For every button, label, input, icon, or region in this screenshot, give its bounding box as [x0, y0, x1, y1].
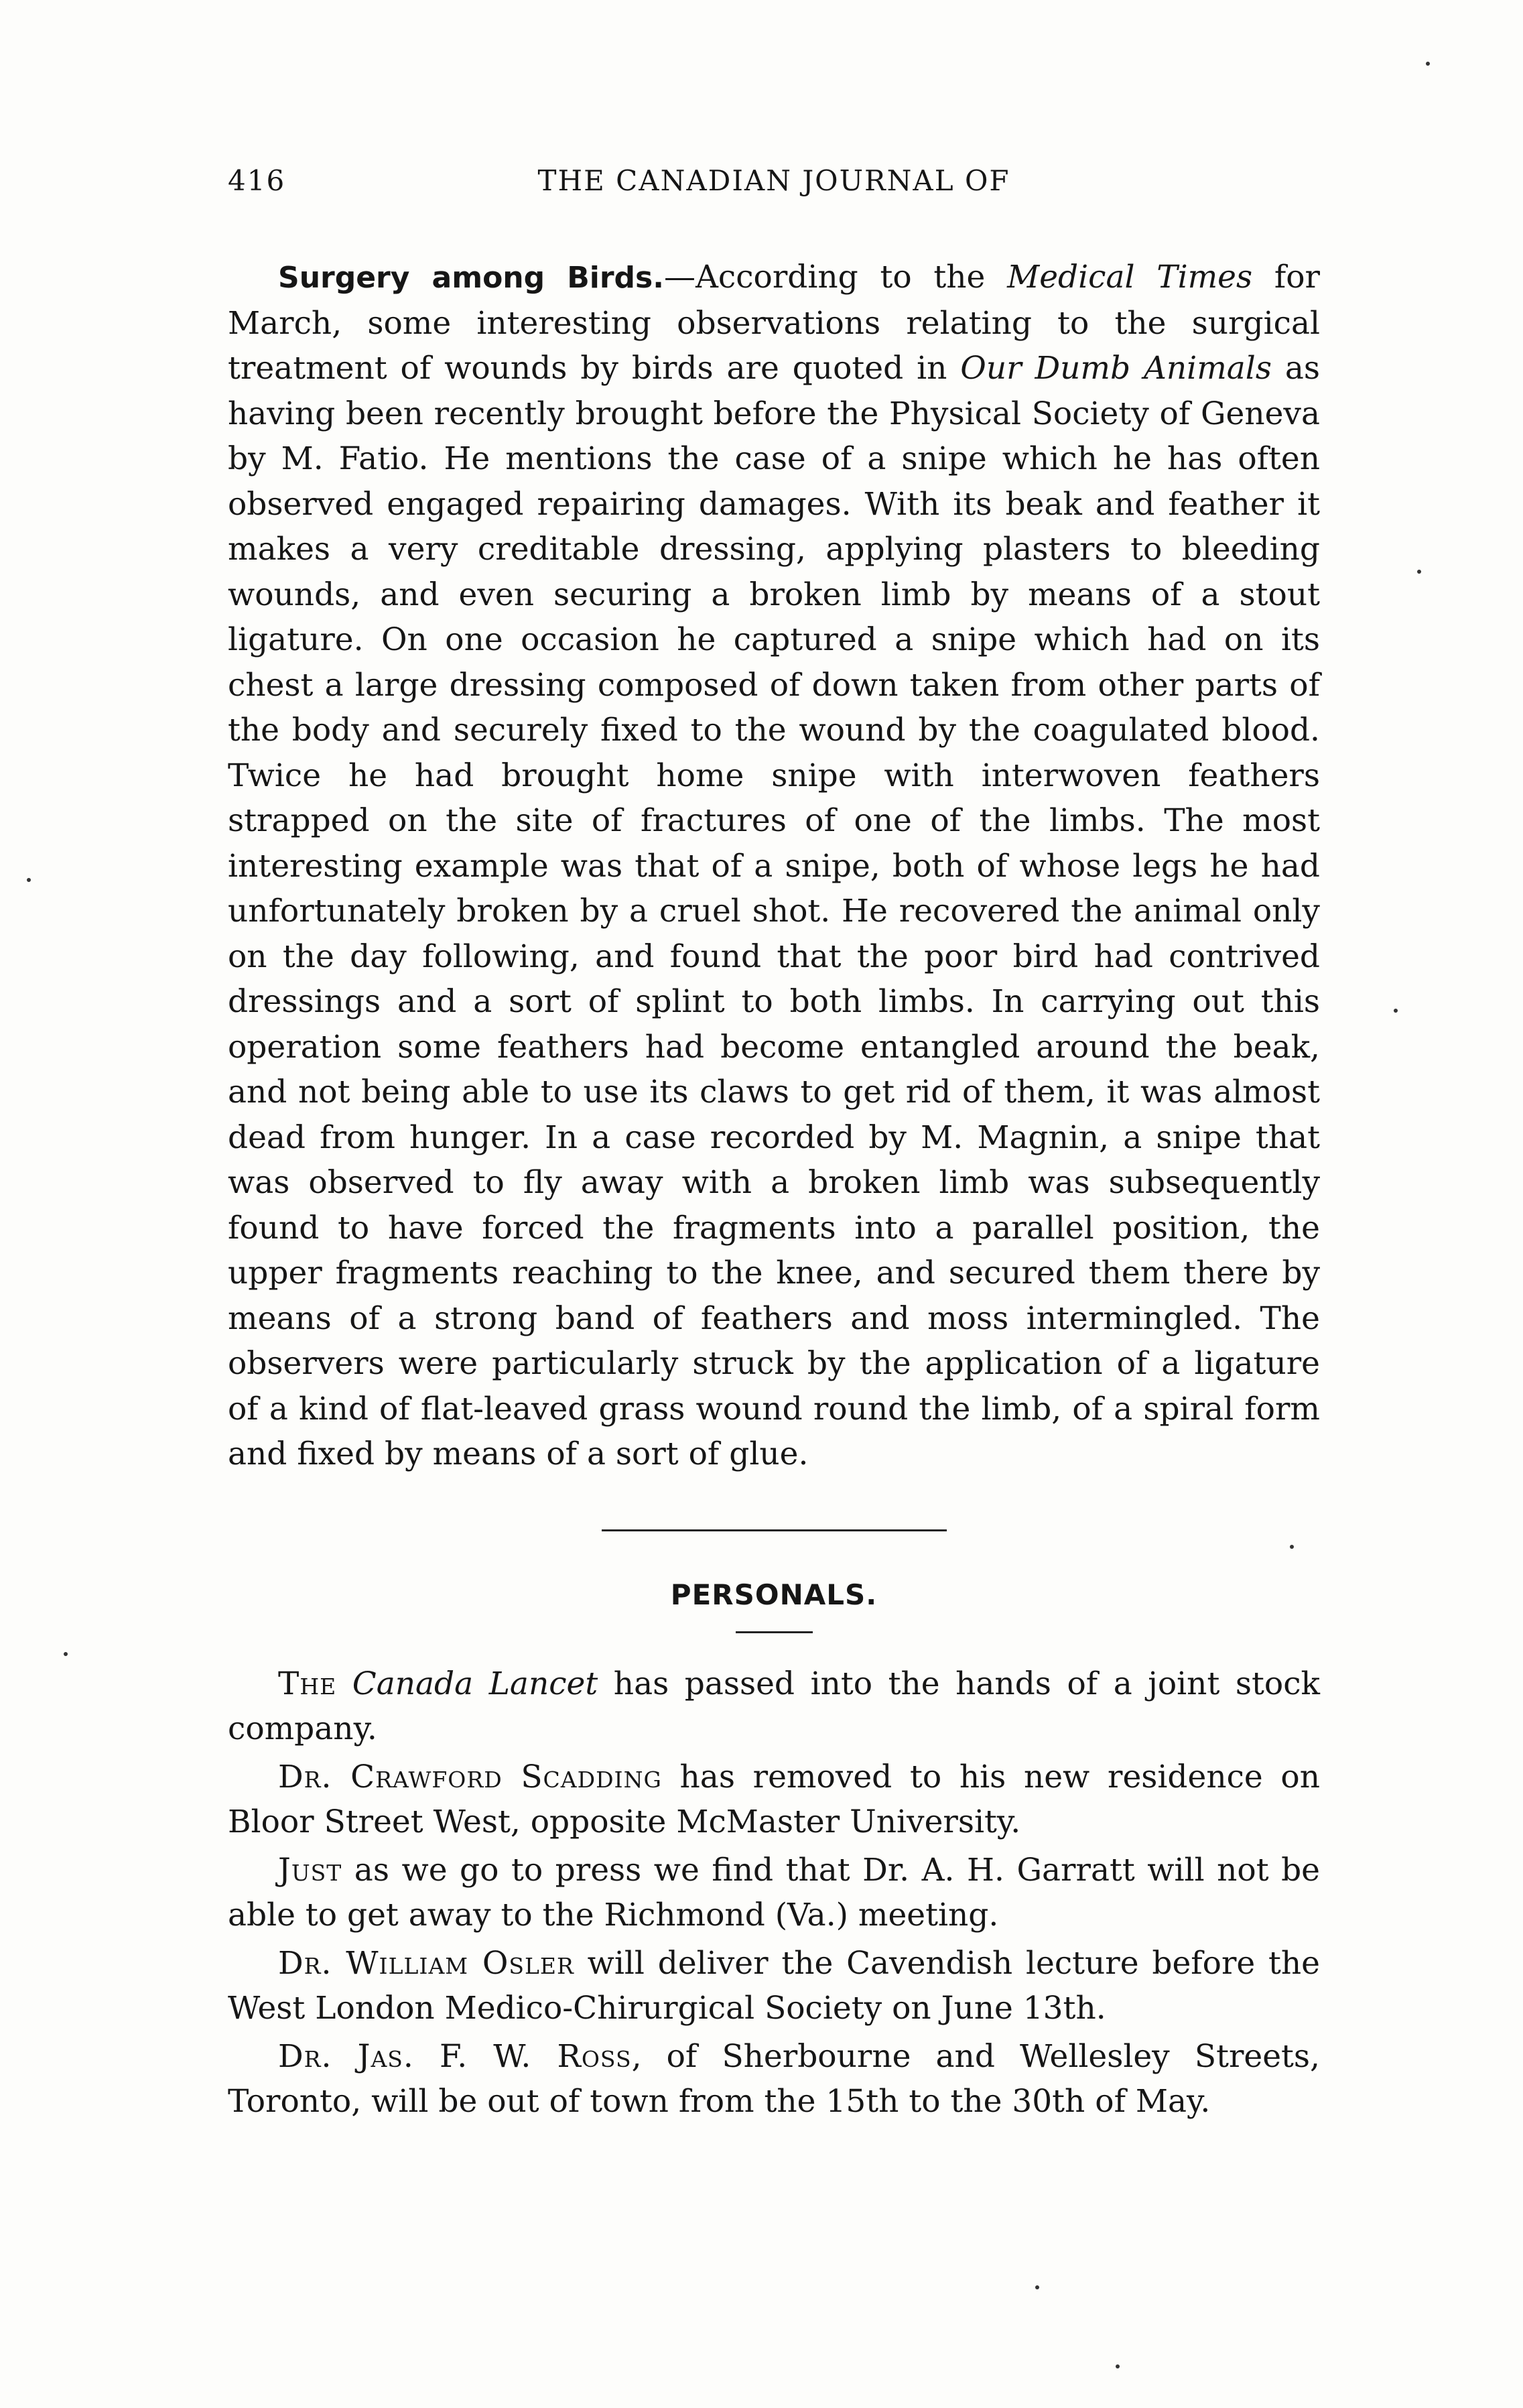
personal-text: will deliver the Cavendish lecture before the West London Medico-Chirurgical Society on June 13th.	[228, 1944, 1320, 2027]
personal-item	[228, 1848, 1320, 1938]
personals-list	[228, 1661, 1320, 2125]
article-title: Surgery among Birds.	[278, 261, 664, 295]
article-text: for March, some interesting observations relating to the surgical treatment of wounds by birds are quoted in	[228, 259, 1320, 387]
personal-text: , of Sherbourne and Wellesley Streets, Toronto, will be out of town from the 15th to the 30th of May.	[228, 2037, 1320, 2120]
article-paragraph	[228, 255, 1320, 1477]
scan-speck	[27, 878, 31, 882]
section-heading: PERSONALS.	[670, 1578, 878, 1611]
personal-text: as we go to press we find that Dr. A. H. Garratt will not be able to get away to the Richmond (Va.) meeting.	[228, 1851, 1320, 1934]
scan-speck	[64, 1652, 68, 1656]
running-header	[228, 164, 1320, 204]
document-page	[228, 164, 1320, 2127]
personal-lead: Dr. Crawford Scadding	[278, 1758, 662, 1795]
scan-speck	[1394, 1009, 1398, 1013]
scan-speck	[1417, 570, 1421, 574]
scan-speck	[1035, 2285, 1039, 2289]
personal-lead: Just	[278, 1851, 342, 1889]
article-citation: Medical Times	[1007, 259, 1253, 296]
personal-lead: The	[278, 1665, 337, 1702]
scan-speck	[1116, 2364, 1120, 2368]
personal-lead: Dr. Jas. F. W. Ross	[278, 2037, 632, 2075]
heading-rule	[736, 1631, 813, 1633]
article-text: as having been recently brought before the Physical Society of Geneva by M. Fatio. He mentions the case of a snipe which he has often observed engaged repairing damages. With its beak and feather it makes a very creditable dressing, applying plasters to bleeding wounds, and even securing a broken limb by means of a stout ligature. On one occasion he captured a snipe which had on its chest a large dressing composed of down taken from other parts of the body and securely fixed to the wound by the coagulated blood. Twice he had brought home snipe with interwoven feathers strapped on the site of fractures of one of the limbs. The most interesting example was that of a snipe, both of whose legs he had unfortunately broken by a cruel shot. He recovered the animal only on the day following, and found that the poor bird had contrived dressings and a sort of splint to both limbs. In carrying out this operation some feathers had become entangled around the beak, and not being able to use its claws to get rid of them, it was almost dead from hunger. In a case recorded by M. Magnin, a snipe that was observed to fly away with a broken limb was subsequently found to have forced the fragments into a parallel position, the upper fragments reaching to the knee, and secured them there by means of a strong band of feathers and moss intermingled. The observers were particularly struck by the application of a ligature of a kind of flat-leaved grass wound round the limb, of a spiral form and fixed by means of a sort of glue.	[228, 350, 1320, 1472]
personal-item	[228, 1661, 1320, 1752]
page-number: 416	[228, 164, 286, 197]
publication-name: Canada Lancet	[352, 1665, 598, 1702]
personal-lead: Dr. William Osler	[278, 1944, 574, 1982]
article-text: —According to the	[663, 259, 1008, 296]
personal-text: has removed to his new residence on Bloor Street West, opposite McMaster University.	[228, 1758, 1320, 1840]
section-divider	[602, 1529, 947, 1531]
journal-title: THE CANADIAN JOURNAL OF	[537, 164, 1010, 197]
personal-item	[228, 2034, 1320, 2125]
personal-item	[228, 1755, 1320, 1845]
personal-item	[228, 1941, 1320, 2031]
scan-speck	[1426, 62, 1430, 66]
article-citation: Our Dumb Animals	[960, 350, 1272, 387]
personal-text: has passed into the hands of a joint stock company.	[228, 1665, 1320, 1747]
